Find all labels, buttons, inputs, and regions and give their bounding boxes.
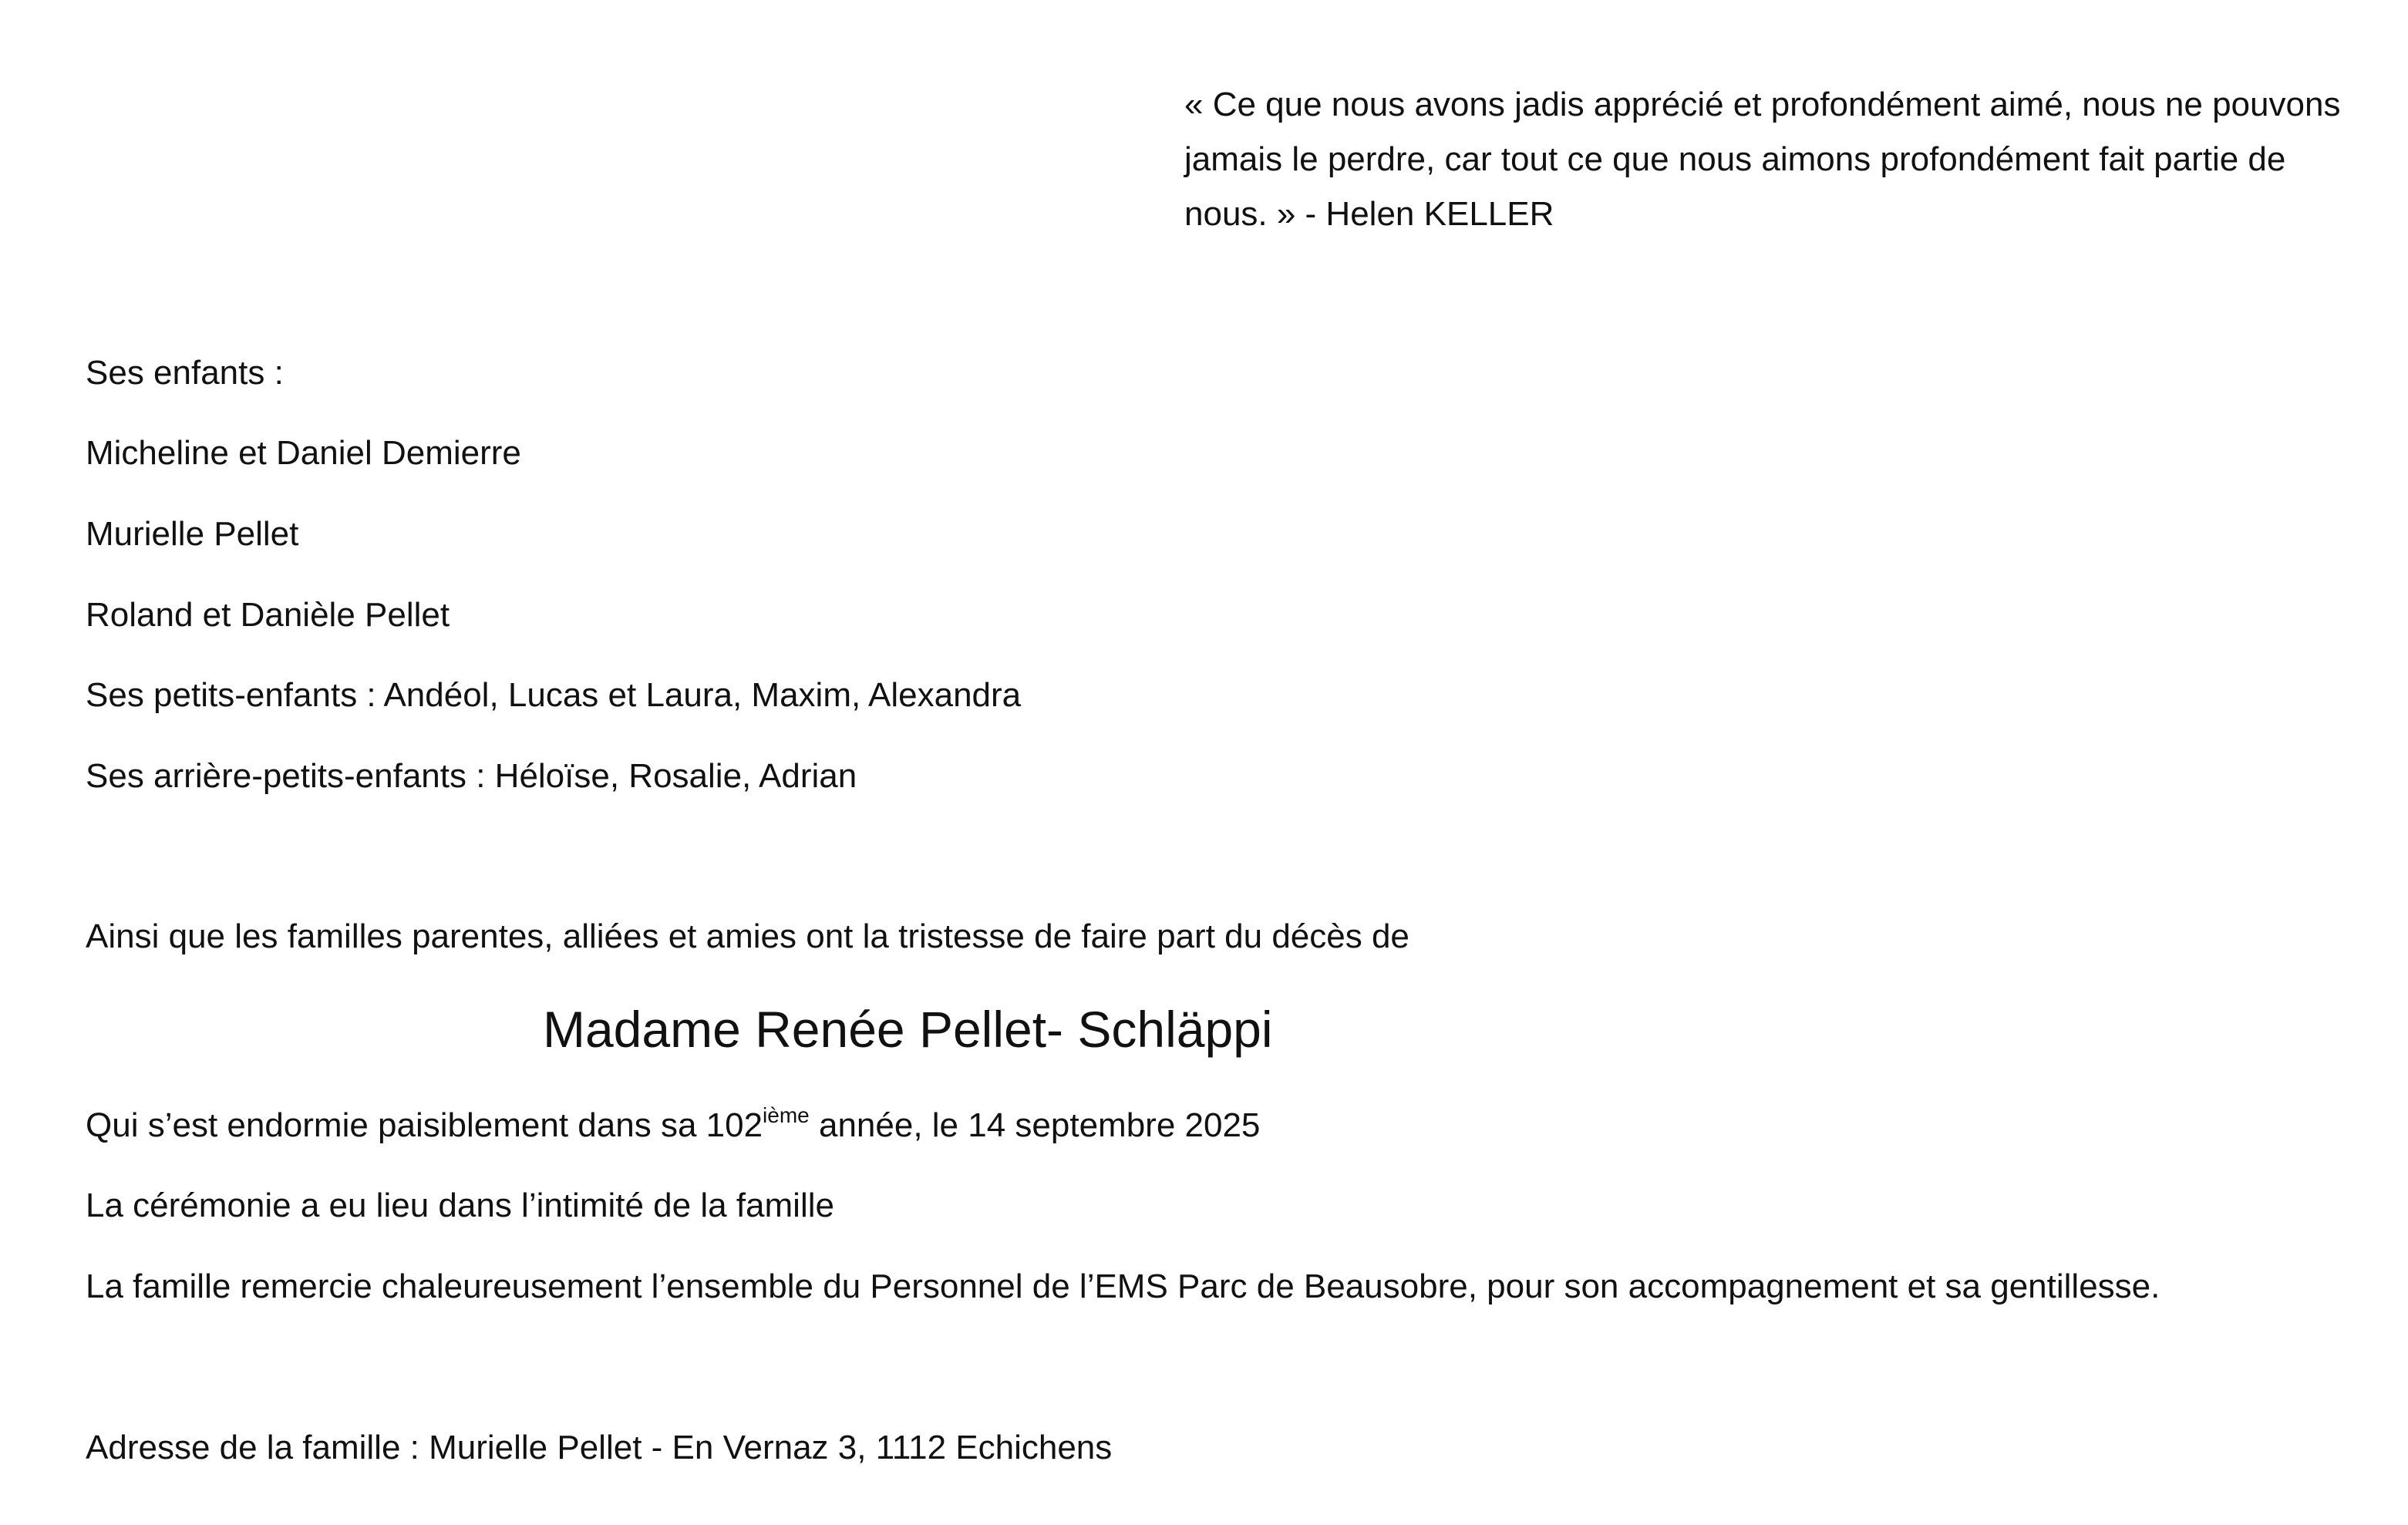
child-entry: Murielle Pellet (86, 515, 299, 553)
child-entry: Roland et Danièle Pellet (86, 596, 450, 634)
family-address: Adresse de la famille : Murielle Pellet - En Vernaz 3, 1112 Echichens (86, 1429, 1113, 1466)
ordinal-suffix: ième (763, 1103, 810, 1127)
ceremony-note: La cérémonie a eu lieu dans l’intimité de la famille (86, 1187, 834, 1224)
passing-suffix: année, le 14 septembre 2025 (809, 1106, 1261, 1144)
thanks-note: La famille remercie chaleureusement l’ensemble du Personnel de l’EMS Parc de Beausobre, pour son accompagnement et sa gentillesse. (86, 1267, 2160, 1305)
epigraph-quote: « Ce que nous avons jadis apprécié et profondément aimé, nous ne pouvons jamais le perdre, car tout ce que nous aimons profondément fait partie de nous. » - Helen KELLER (1184, 86, 2341, 233)
grandchildren-line: Ses petits-enfants : Andéol, Lucas et Laura, Maxim, Alexandra (86, 676, 1022, 714)
announcement-intro: Ainsi que les familles parentes, alliées et amies ont la tristesse de faire part du décès de (86, 917, 1409, 955)
deceased-name: Madame Renée Pellet- Schläppi (543, 1001, 1273, 1058)
child-entry: Micheline et Daniel Demierre (86, 434, 521, 472)
great-grandchildren-line: Ses arrière-petits-enfants : Héloïse, Rosalie, Adrian (86, 757, 857, 795)
passing-prefix: Qui s’est endormie paisiblement dans sa 102 (86, 1106, 763, 1144)
passing-statement (86, 1103, 1260, 1149)
children-label: Ses enfants : (86, 354, 284, 392)
